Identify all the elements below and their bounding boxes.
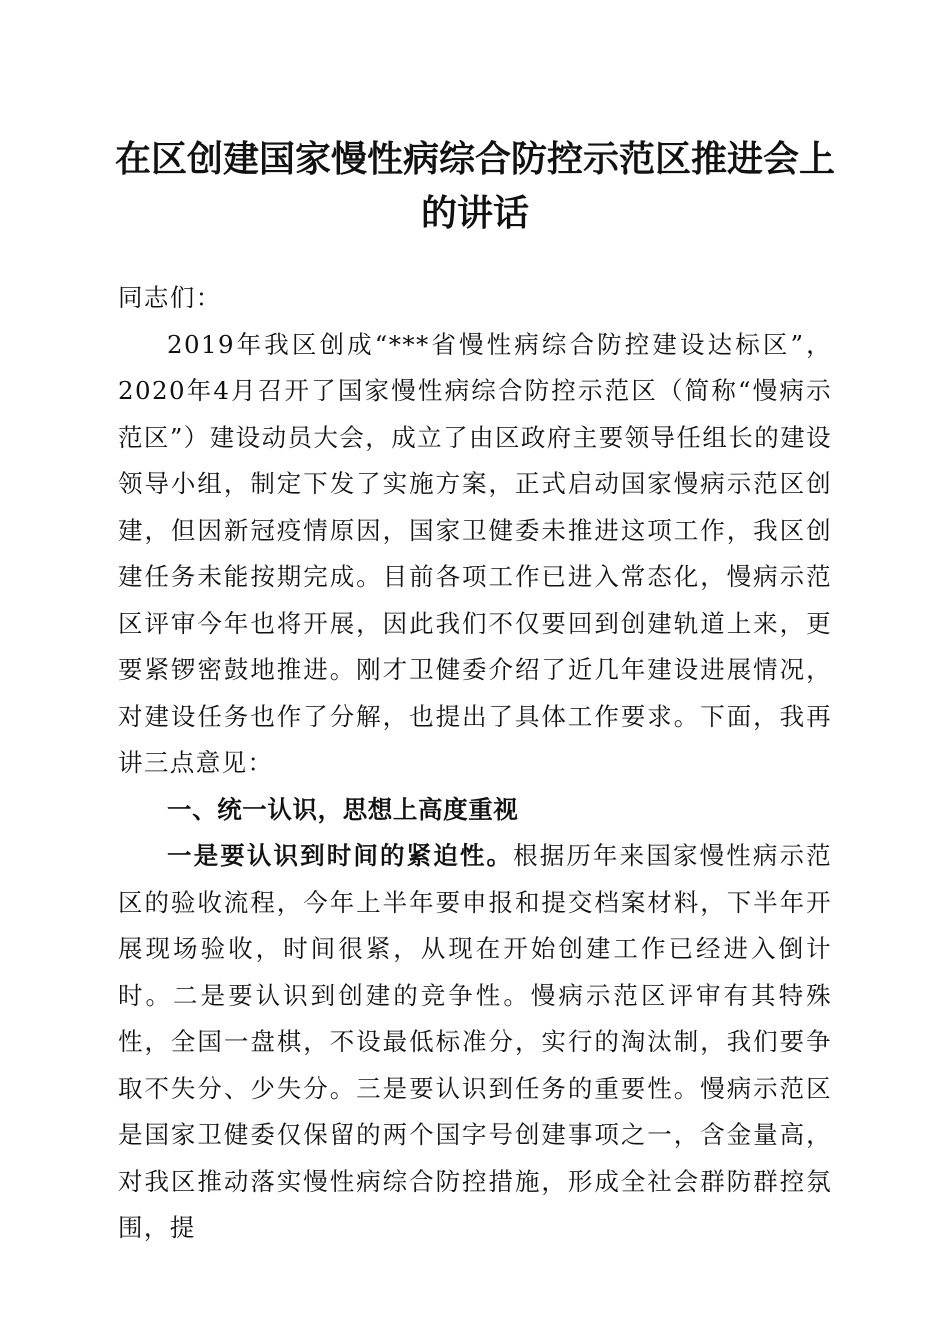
paragraph-intro: 2019年我区创成“***省慢性病综合防控建设达标区”，2020年4月召开了国家慢性病综合防控示范区（简称“慢病示范区”）建设动员大会，成立了由区政府主要领导任组长的建设领导小组，制定下发了实施方案，正式启动国家慢病示范区创建，但因新冠疫情原因，国家卫健委未推进这项工作，我区创建任务未能按期完成。目前各项工作已进入常态化，慢病示范区评审今年也将开展，因此我们不仅要回到创建轨道上来，更要紧锣密鼓地推进。刚才卫健委介绍了近几年建设进展情况，对建设任务也作了分解，也提出了具体工作要求。下面，我再讲三点意见：	[118, 329, 832, 777]
document-title: 在区创建国家慢性病综合防控示范区推进会上的讲话	[114, 138, 835, 234]
paragraph-text: 根据历年来国家慢性病示范区的验收流程，今年上半年要申报和提交档案材料，下半年开展现场验收，时间很紧，从现在开始创建工作已经进入倒计时。二是要认识到创建的竞争性。慢病示范区评审有其特殊性，全国一盘棋，不设最低标准分，实行的淘汰制，我们要争取不失分、少失分。三是要认识到任务的重要性。慢病示范区是国家卫健委仅保留的两个国字号创建事项之一，含金量高，对我区推动落实慢性病综合防控措施，形成全社会群防群控氛围，提	[118, 841, 832, 1242]
paragraph-lead: 一是要认识到时间的紧迫性。	[167, 841, 514, 870]
document-body	[118, 275, 832, 1252]
paragraph-section1	[118, 833, 832, 1252]
section-heading-1: 一、统一认识，思想上高度重视	[167, 794, 519, 824]
greeting: 同志们：	[118, 283, 222, 312]
